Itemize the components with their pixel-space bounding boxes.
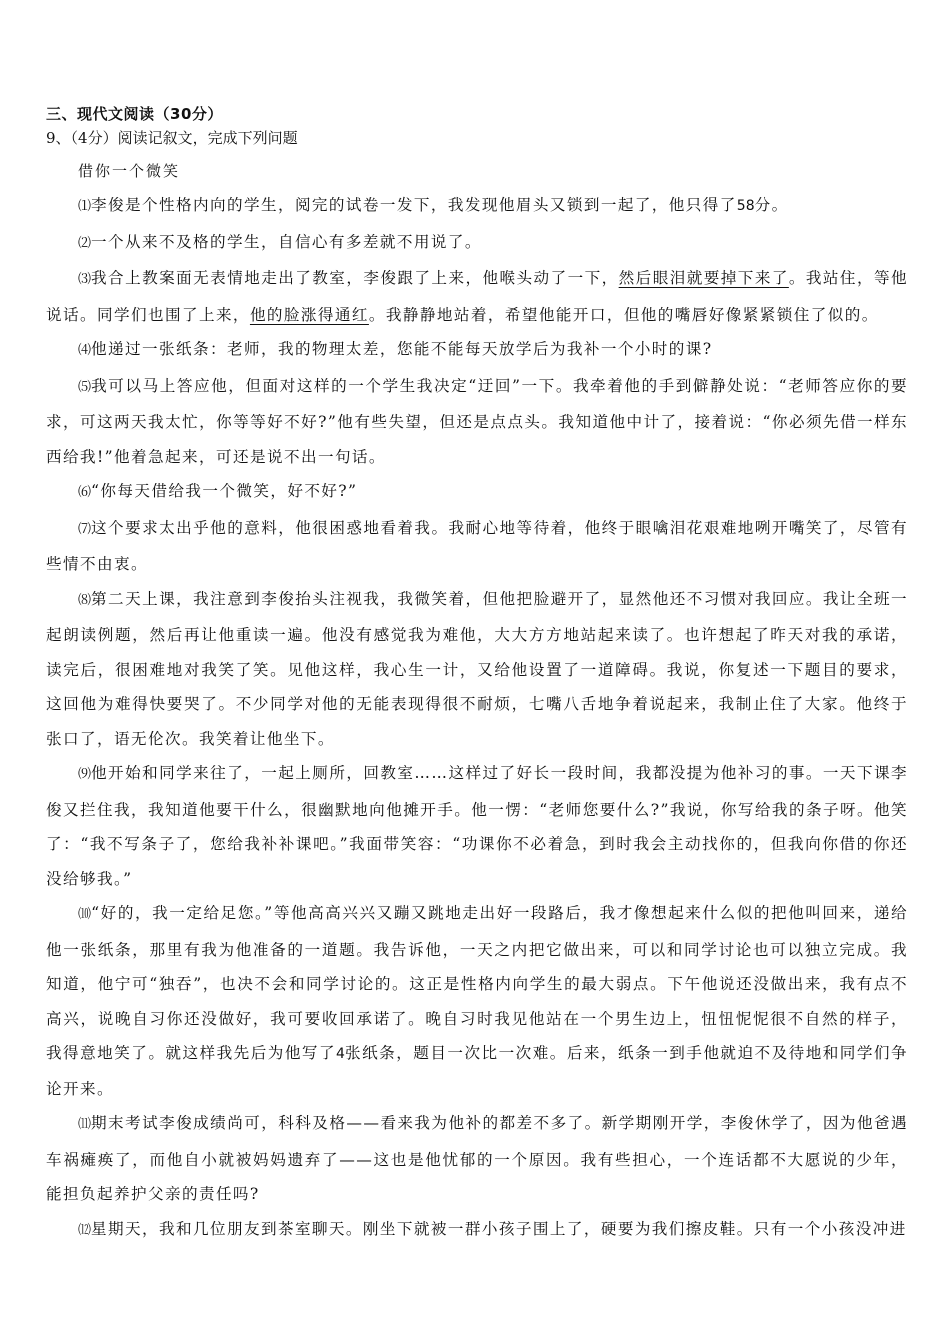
underlined-phrase: 他的脸涨得通红: [249, 305, 369, 324]
underlined-phrase: 然后眼泪就要掉下来了: [618, 269, 789, 287]
paragraph-text: 张纸条，题目一次比一次难。后来，纸条一到手他就迫不及待地和同学们争论开来。: [46, 1044, 908, 1098]
paragraph-text: 李俊是个性格内向的学生，阅完的试卷一发下，我发现他眉头又锁到一起了，他只得了: [91, 196, 737, 214]
paragraph-number: ⑴: [78, 199, 92, 214]
paragraph-number: ⑶: [78, 272, 92, 287]
paragraph-text: 期末考试李俊成绩尚可，科科及格——看来我为他补的都差不多了。新学期刚开学，李俊休学了，因为他爸遇车祸瘫痪了，而他自小就被妈妈遗弃了——这也是他忧郁的一个原因。我有些担心，一个连话都不大愿说的少年，能担负起养护父亲的责任吗?: [46, 1114, 908, 1203]
paragraph-text: 一个从来不及格的学生，自信心有多差就不用说了。: [91, 232, 482, 251]
paragraph-5: [46, 369, 908, 475]
paragraph-number: ⑼: [78, 767, 92, 782]
paragraph-3: [46, 261, 908, 332]
paragraph-number: ⑹: [78, 485, 92, 500]
paragraph-text: 。我静静地站着，希望他能开口，但他的嘴唇好像紧紧锁住了似的。: [368, 305, 879, 324]
paragraph-7: [46, 511, 908, 582]
essay-body: [46, 188, 908, 1248]
score-value: 58: [736, 198, 755, 214]
paragraph-number: ⑻: [78, 592, 92, 608]
question-points: （4分）: [70, 129, 118, 147]
paragraph-9: [46, 756, 908, 896]
paragraph-number: ⑾: [78, 1117, 92, 1132]
paragraph-4: [46, 332, 908, 369]
question-instruction: 阅读记叙文，完成下列问题: [117, 129, 298, 147]
paragraph-2: [46, 225, 908, 262]
paragraph-text: 分。: [754, 196, 789, 214]
paragraph-text: 我可以马上答应他，但面对这样的一个学生我决定“迂回”一下。我牵着他的手到僻静处说：“老师答应你的要求，可这两天我太忙，你等等好不好?”他有些失望，但还是点点头。我知道他中计了，接着说：“你必须先借一样东西给我!”他着急起来，可还是说不出一句话。: [46, 376, 908, 466]
paragraph-text: 我合上教案面无表情地走出了教室，李俊跟了上来，他喉头动了一下，: [91, 269, 619, 287]
paragraph-number: ⑷: [78, 343, 92, 358]
paragraph-text: 星期天，我和几位朋友到茶室聊天。刚坐下就被一群小孩子围上了，硬要为我们擦皮鞋。只有一个小孩没冲进: [91, 1219, 907, 1238]
essay-title: 借你一个微笑: [78, 162, 181, 180]
paragraph-number: ⑽: [78, 907, 92, 922]
paragraph-10: [46, 896, 908, 1106]
paragraph-11: [46, 1106, 908, 1212]
paragraph-text: 这个要求太出乎他的意料，他很困惑地看着我。我耐心地等待着，他终于眼噙泪花艰难地咧开嘴笑了，尽管有些情不由衷。: [46, 518, 908, 573]
paragraph-number: ⑺: [78, 521, 92, 537]
paragraph-12: [46, 1212, 908, 1249]
paragraph-text: 。我站住，等他说话。同学们也围了上来，: [46, 269, 908, 324]
note-count: 4: [336, 1046, 345, 1062]
paragraph-number: ⑵: [78, 235, 92, 251]
paragraph-number: ⑸: [78, 379, 92, 395]
paragraph-text: 他开始和同学来往了，一起上厕所，回教室……这样过了好长一段时间，我都没提为他补习的事。一天下课李俊又拦住我，我知道他要干什么，很幽默地向他摊开手。他一愣：“老师您要什么?”我说，你写给我的条子呀。他笑了：“我不写条子了，您给我补补课吧。”我面带笑容：“功课你不必着急，到时我会主动找你的，但我向你借的你还没给够我。”: [46, 764, 908, 888]
paragraph-text: 第二天上课，我注意到李俊抬头注视我，我微笑着，但他把脸避开了，显然他还不习惯对我回应。我让全班一起朗读例题，然后再让他重读一遍。他没有感觉我为难他，大大方方地站起来读了。也许想起了昨天对我的承诺，读完后，很困难地对我笑了笑。见他这样，我心生一计，又给他设置了一道障碍。我说，你复述一下题目的要求，这回他为难得快要哭了。不少同学对他的无能表现得很不耐烦，七嘴八舌地争着说起来，我制止住了大家。他终于张口了，语无伦次。我笑着让他坐下。: [46, 589, 908, 748]
question-number: 9、: [46, 129, 71, 147]
paragraph-6: [46, 474, 908, 511]
paragraph-text: “好的，我一定给足您。”等他高高兴兴又蹦又跳地走出好一段路后，我才像想起来什么似的把他叫回来，递给他一张纸条，那里有我为他准备的一道题。我告诉他，一天之内把它做出来，可以和同学讨论也可以独立完成。我知道，他宁可“独吞”，也决不会和同学讨论的。这正是性格内向学生的最大弱点。下午他说还没做出来，我有点不高兴，说晚自习你还没做好，我可要收回承诺了。晚自习时我见他站在一个男生边上，忸忸怩怩很不自然的样子，我得意地笑了。就这样我先后为他写了: [46, 904, 908, 1062]
paragraph-text: “你每天借给我一个微笑，好不好?”: [91, 482, 358, 500]
question-header: [46, 127, 298, 148]
paragraph-1: [46, 188, 908, 225]
paragraph-text: 他递过一张纸条：老师，我的物理太差，您能不能每天放学后为我补一个小时的课?: [91, 340, 713, 358]
paragraph-number: ⑿: [78, 1222, 92, 1238]
section-title: 三、现代文阅读（30分）: [46, 105, 223, 123]
paragraph-8: [46, 582, 908, 757]
